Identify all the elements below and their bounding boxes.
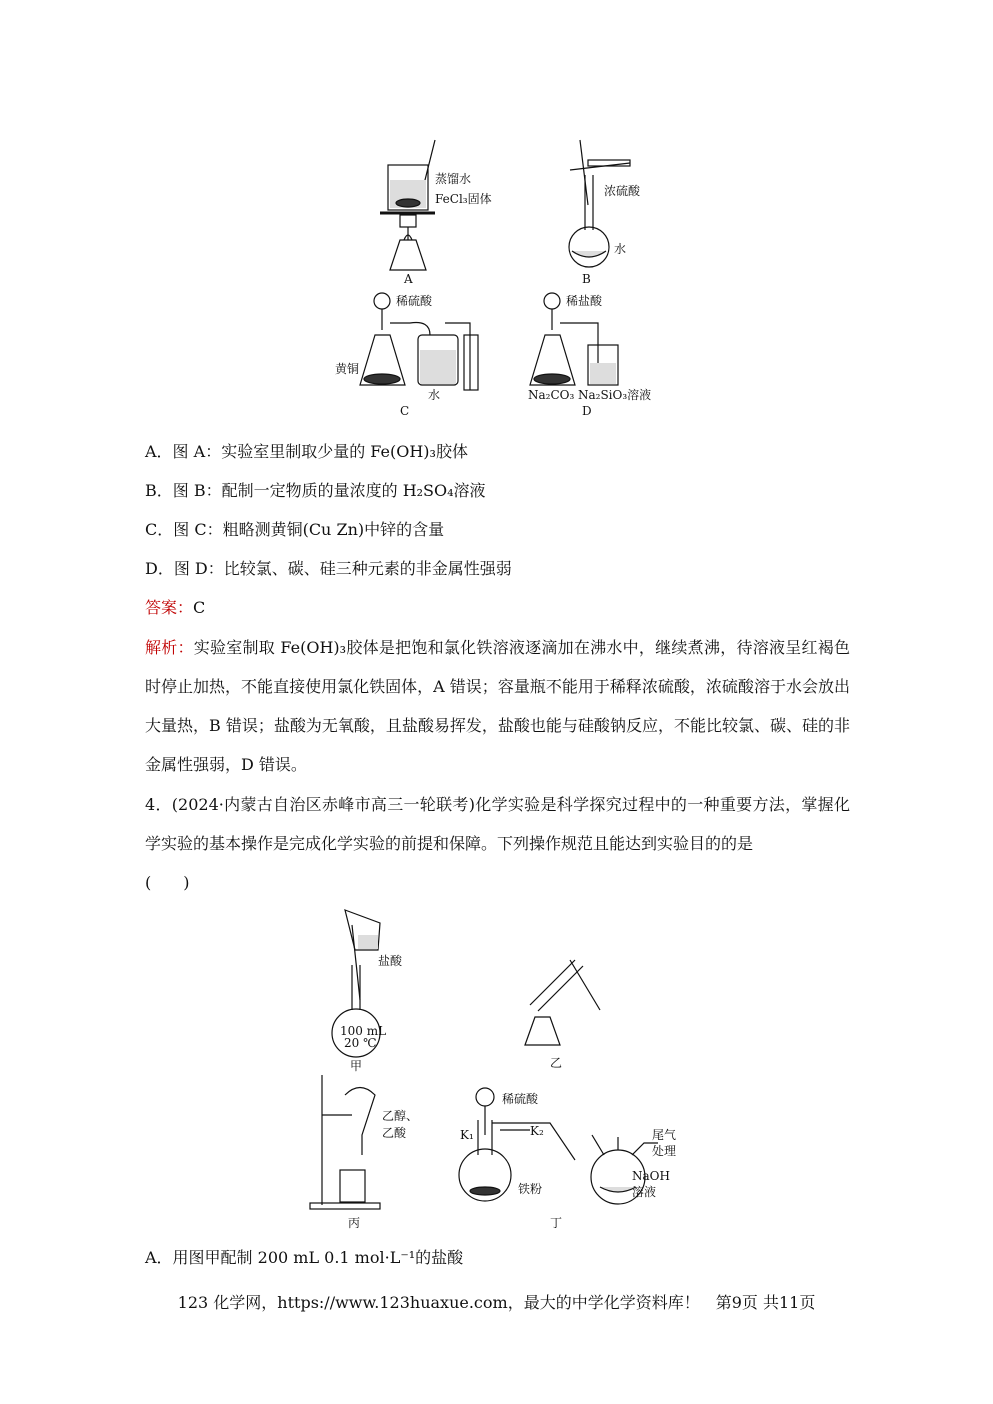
question-4-bracket: ( ) <box>145 873 190 892</box>
fig2-ding-label4: 处理 <box>652 1144 677 1158</box>
option-a: A．图 A：实验室里制取少量的 Fe(OH)₃胶体 <box>145 442 468 461</box>
fig1-a-caption: A <box>404 272 413 286</box>
fig2-bing-label1: 乙醇、 <box>382 1109 419 1123</box>
fig2-bing-label2: 乙酸 <box>382 1126 407 1140</box>
fig1-d-label2: Na₂CO₃ <box>528 388 575 402</box>
analysis-label: 解析： <box>145 638 194 657</box>
fig2-jia-label1: 盐酸 <box>378 954 403 968</box>
option-4a: A．用图甲配制 200 mL 0.1 mol·L⁻¹的盐酸 <box>145 1248 464 1267</box>
fig1-b-label1: 浓硫酸 <box>604 184 641 198</box>
fig1-c-label1: 稀硫酸 <box>396 294 433 308</box>
fig2-ding-label5: NaOH <box>632 1169 670 1183</box>
fig1-d-label3: Na₂SiO₃溶液 <box>578 388 652 402</box>
answer-line <box>145 598 205 618</box>
fig1-a-label2: FeCl₃固体 <box>435 192 492 206</box>
fig2-ding-caption: 丁 <box>550 1216 563 1230</box>
fig1-b-label2: 水 <box>614 242 627 256</box>
fig2-ding-k1: K₁ <box>460 1128 474 1142</box>
figure-2-apparatus <box>300 905 700 1235</box>
option-d: D．图 D：比较氯、碳、硅三种元素的非金属性强弱 <box>145 559 512 578</box>
fig2-ding-label6: 溶液 <box>632 1185 657 1199</box>
fig2-yi-caption: 乙 <box>550 1056 563 1070</box>
fig2-ding-label2: 铁粉 <box>518 1182 543 1196</box>
fig1-c-caption: C <box>400 404 410 418</box>
fig2-bing-caption: 丙 <box>348 1216 361 1230</box>
figure-1-apparatus <box>330 135 660 420</box>
fig2-ding-label3: 尾气 <box>652 1128 677 1142</box>
page-footer: 123 化学网，https://www.123huaxue.com，最大的中学化学资料库！ 第9页 共11页 <box>177 1293 816 1312</box>
fig1-b-caption: B <box>582 272 591 286</box>
fig2-ding-k2: K₂ <box>530 1124 544 1138</box>
fig2-jia-flask2: 20 ℃ <box>344 1036 377 1050</box>
fig1-d-label1: 稀盐酸 <box>566 294 603 308</box>
fig2-jia-flask1: 100 mL <box>340 1024 387 1038</box>
analysis-text: 实验室制取 Fe(OH)₃胶体是把饱和氯化铁溶液逐滴加在沸水中，继续煮沸，待溶液呈红褐色时停止加热，不能直接使用氯化铁固体，A 错误；容量瓶不能用于稀释浓硫酸，浓硫酸溶于水会放出大量热，B 错误；盐酸为无氧酸，且盐酸易挥发，盐酸也能与硅酸钠反应，不能比较氯、碳、硅的非金属性强弱，D 错误。 <box>145 638 850 774</box>
question-4 <box>145 785 850 902</box>
question-4-text: 4．(2024·内蒙古自治区赤峰市高三一轮联考)化学实验是科学探究过程中的一种重要方法，掌握化学实验的基本操作是完成化学实验的前提和保障。下列操作规范且能达到实验目的的是 <box>145 795 850 853</box>
option-c: C．图 C：粗略测黄铜(Cu Zn)中锌的含量 <box>145 520 445 539</box>
fig2-jia-caption: 甲 <box>350 1059 363 1073</box>
analysis-paragraph <box>145 628 850 784</box>
option-b: B．图 B：配制一定物质的量浓度的 H₂SO₄溶液 <box>145 481 486 500</box>
answer-value: C <box>193 598 206 617</box>
fig1-a-label1: 蒸馏水 <box>435 172 472 186</box>
answer-label: 答案： <box>145 598 194 617</box>
fig1-c-label3: 水 <box>428 388 441 402</box>
fig1-c-label2: 黄铜 <box>335 362 360 376</box>
fig1-d-caption: D <box>582 404 592 418</box>
fig2-ding-label1: 稀硫酸 <box>502 1092 539 1106</box>
